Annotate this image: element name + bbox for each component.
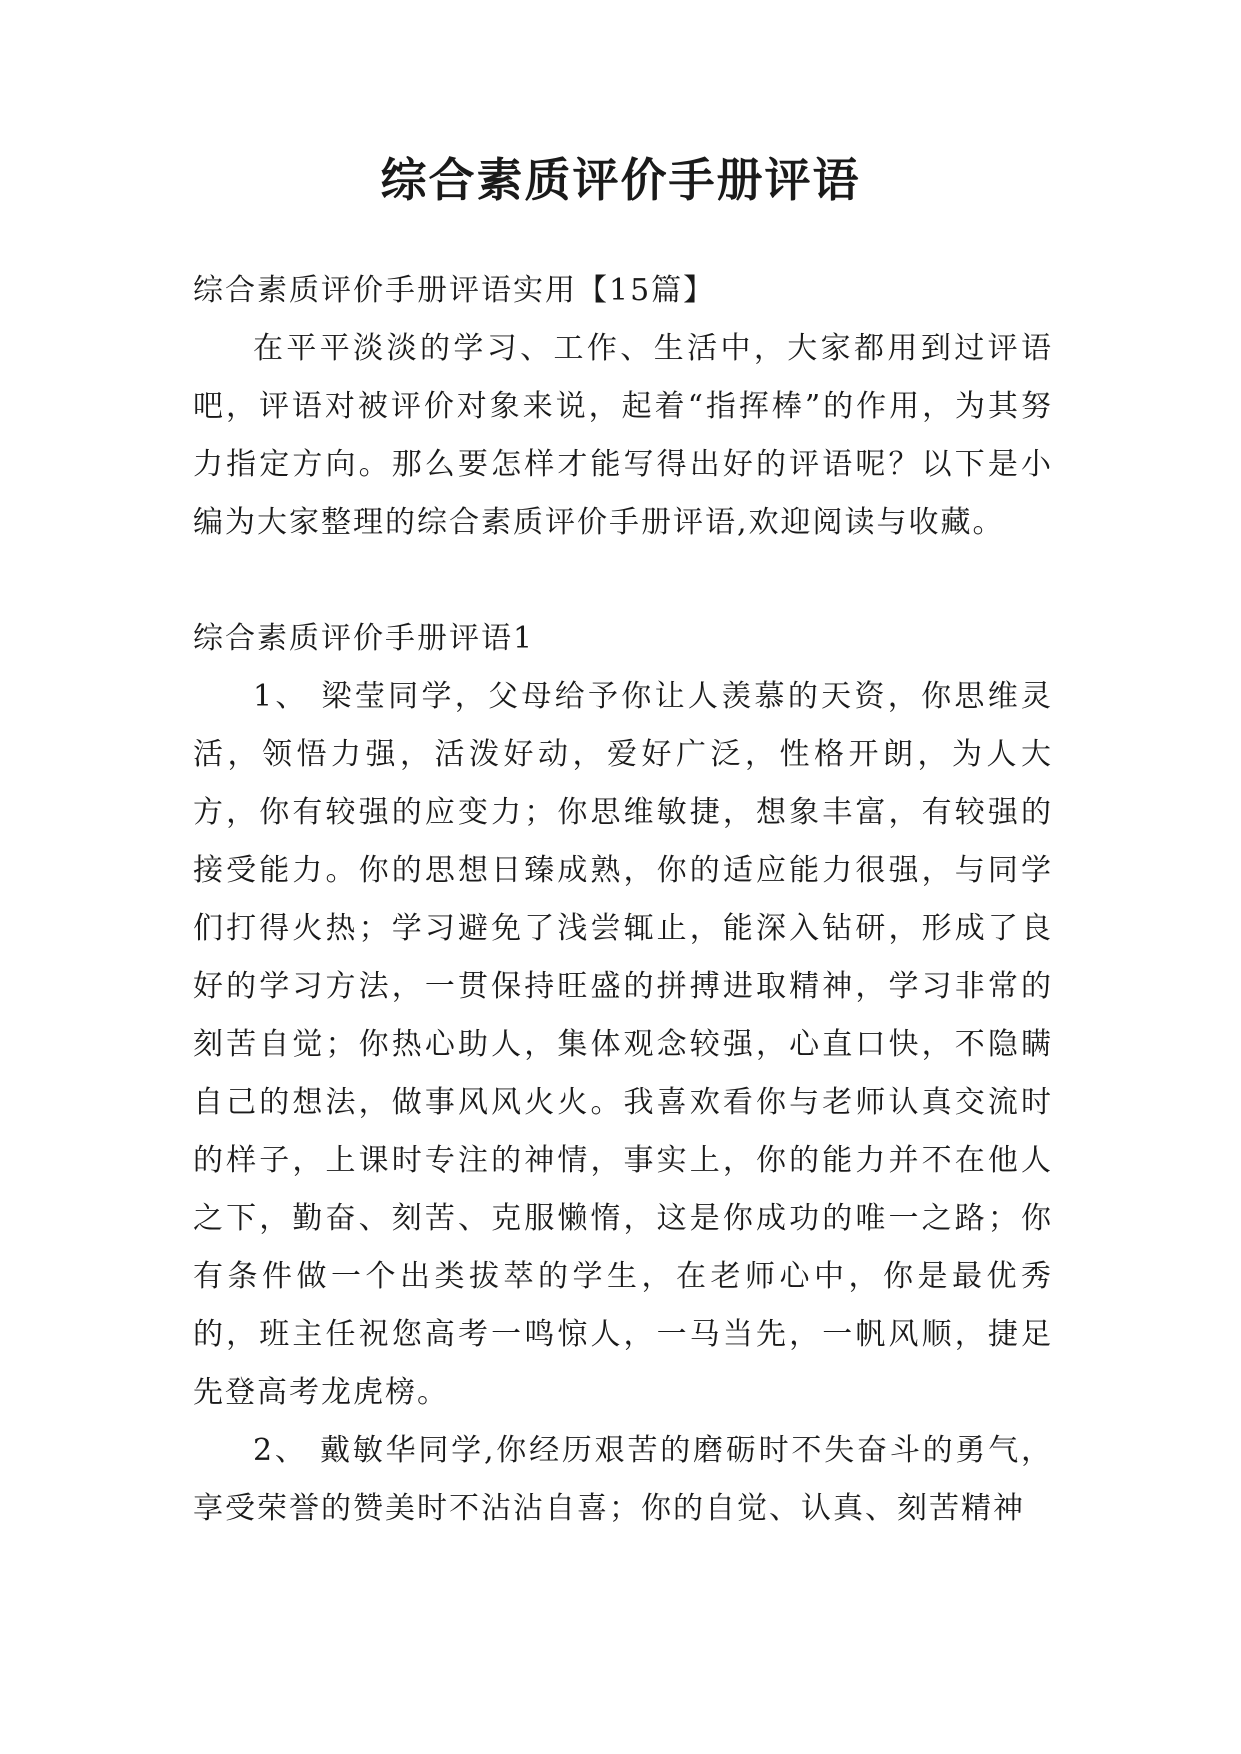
document-title: 综合素质评价手册评语 [380,153,861,207]
document-body [193,262,1053,1538]
comment-paragraph-2: 2、 戴敏华同学,你经历艰苦的磨砺时不失奋斗的勇气，享受荣誉的赞美时不沾沾自喜；你的自觉、认真、刻苦精神 [193,1433,1053,1526]
section-spacer [193,552,1053,610]
subtitle: 综合素质评价手册评语实用【15篇】 [193,273,716,308]
comment-paragraph-1: 1、 梁莹同学，父母给予你让人羡慕的天资，你思维灵活，领悟力强，活泼好动，爱好广泛，性格开朗，为人大方，你有较强的应变力；你思维敏捷，想象丰富，有较强的接受能力。你的思想日臻成熟，你的适应能力很强，与同学们打得火热；学习避免了浅尝辄止，能深入钻研，形成了良好的学习方法，一贯保持旺盛的拼搏进取精神，学习非常的刻苦自觉；你热心助人，集体观念较强，心直口快，不隐瞒自己的想法，做事风风火火。我喜欢看你与老师认真交流时的样子，上课时专注的神情，事实上，你的能力并不在他人之下，勤奋、刻苦、克服懒惰，这是你成功的唯一之路；你有条件做一个出类拔萃的学生，在老师心中，你是最优秀的，班主任祝您高考一鸣惊人，一马当先，一帆风顺，捷足先登高考龙虎榜。 [193,679,1053,1410]
intro-paragraph: 在平平淡淡的学习、工作、生活中，大家都用到过评语吧，评语对被评价对象来说，起着“指挥棒”的作用，为其努力指定方向。那么要怎样才能写得出好的评语呢？以下是小编为大家整理的综合素质评价手册评语,欢迎阅读与收藏。 [193,331,1053,540]
section-heading: 综合素质评价手册评语1 [193,621,535,656]
